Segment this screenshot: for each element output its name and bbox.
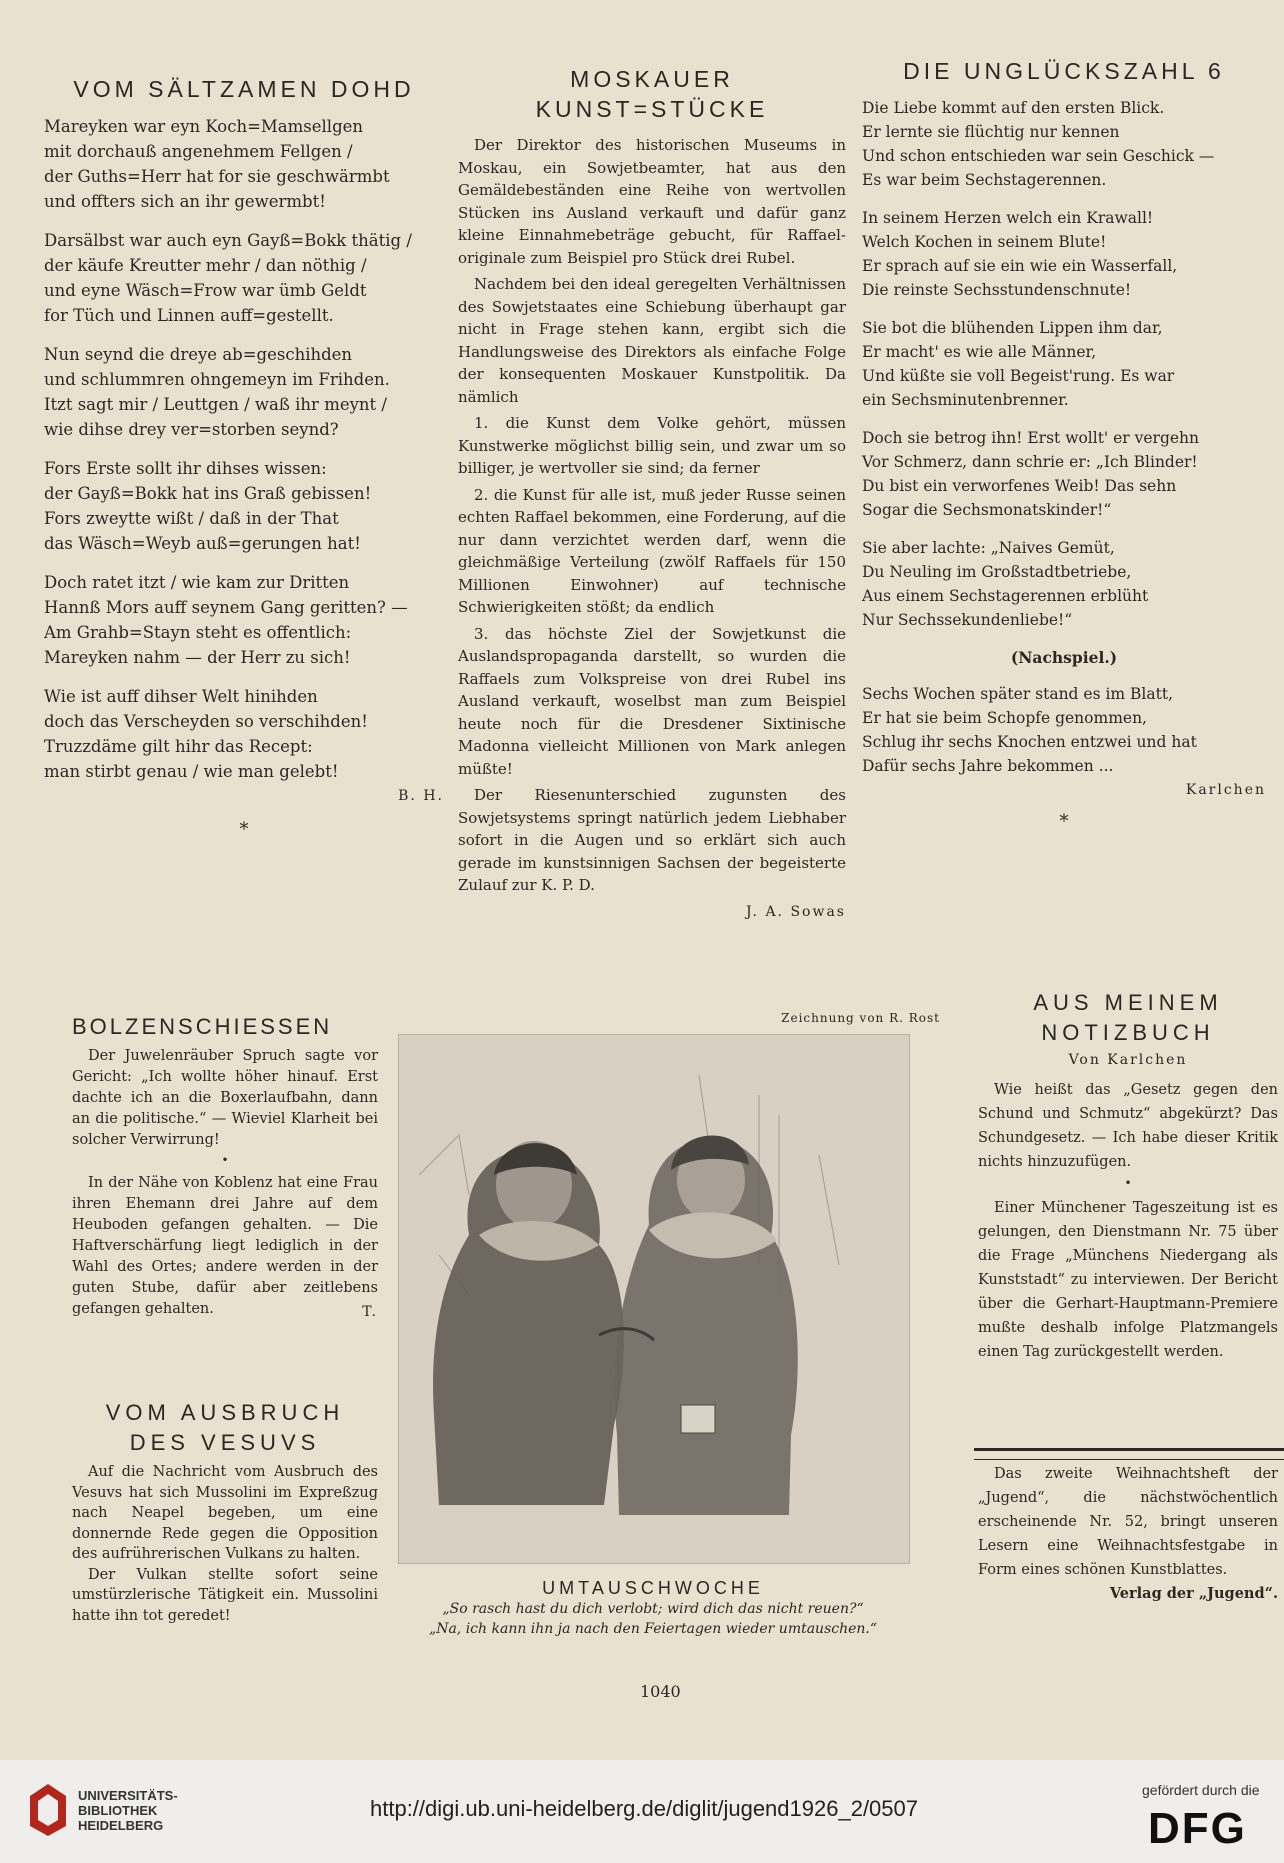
paragraph: 2. die Kunst für alle ist, muß jeder Russe seinen echten Raffael bekommen, eine Forderung, auf die nur dann verzichtet werden darf, wenn die gleichmäßige Verteilung (zwölf Raffaels für 150 Millionen Einwohner) auf technische Schwierigkeiten stößt; da endlich — [458, 485, 846, 616]
nachspiel-heading: (Nachspiel.) — [1010, 648, 1118, 667]
publisher-line: Verlag der „Jugend“. — [1109, 1585, 1278, 1602]
page-number: 1040 — [640, 1682, 681, 1701]
article-die-ungluckszahl-6 — [862, 56, 1266, 842]
caption-title: UMTAUSCHWOCHE — [542, 1578, 764, 1598]
article-title-line2: KUNST=STÜCKE — [535, 96, 769, 122]
viewer-footer — [0, 1760, 1284, 1863]
library-name-line: UNIVERSITÄTS- — [78, 1788, 178, 1803]
article-title: VOM AUSBRUCH — [105, 1400, 345, 1425]
two-women-sketch — [399, 1035, 909, 1563]
paragraph: 1. die Kunst dem Volke gehört, müssen Kunstwerke möglichst billig sein, und zwar um so billiger, je wertvoller sie sind; da ferner — [458, 414, 846, 477]
poem-stanza: Sechs Wochen später stand es im Blatt, Er hat sie beim Schopfe genommen, Schlug ihr sechs Knochen entzwei und hat Dafür sechs Jahre bekommen ... — [862, 685, 1197, 775]
paragraph: Wie heißt das „Gesetz gegen den Schund und Schmutz“ abgekürzt? Das Schundgesetz. — Ich habe dieser Kritik nichts hinzuzufügen. — [978, 1082, 1278, 1170]
article-title-line2: NOTIZBUCH — [1041, 1020, 1215, 1045]
paragraph: In der Nähe von Koblenz hat eine Frau ihren Ehemann drei Jahre auf dem Heuboden gefangen gehalten. — Die Haftverschärfung liegt lediglich in der Wahl des Ortes; andere werden in der guten Stube, dafür aber zeitlebens gefangen gehalten. — [72, 1175, 378, 1317]
poem-stanza: Darsälbst war auch eyn Gayß=Bokk thätig / der käufe Kreutter mehr / dan nöthig / und eyne Wäsch=Frow war ümb Geldt for Tüch und Linnen auff=gestellt. — [44, 231, 412, 325]
notice-rule — [974, 1448, 1284, 1460]
poem-stanza: Fors Erste sollt ihr dihses wissen: der Gayß=Bokk hat ins Graß gebissen! Fors zweytte wißt / daß in der That das Wäsch=Weyb auß=gerungen hat! — [44, 459, 372, 553]
illustration-caption — [398, 1578, 908, 1639]
library-name[interactable] — [78, 1788, 178, 1833]
paragraph: Der Direktor des historischen Museums in Moskau, ein Sowjetbeamter, hat aus den Gemäldebeständen eine Reihe von wertvollen Stücken ins Ausland verkauft und dafür ganz kleine Einnahmebeträge gebucht, für Raffael-originale zum Beispiel pro Stück drei Rubel. — [458, 136, 846, 267]
poem-stanza: Die Liebe kommt auf den ersten Blick. Er lernte sie flüchtig nur kennen Und schon entschieden war sein Geschick — Es war beim Sechstagerennen. — [862, 99, 1215, 189]
separator-dot: • — [221, 1153, 229, 1167]
caption-line: „Na, ich kann ihn ja nach den Feiertagen wieder umtauschen.“ — [428, 1621, 878, 1637]
article-aus-meinem-notizbuch — [978, 988, 1278, 1364]
separator-dot: • — [1124, 1176, 1132, 1190]
section-star: * — [1059, 811, 1069, 832]
article-title: AUS MEINEM — [1033, 990, 1223, 1015]
article-moskauer-kunststuecke — [458, 64, 846, 923]
library-name-line: BIBLIOTHEK — [78, 1803, 158, 1818]
notice-text: Das zweite Weihnachtsheft der „Jugend“, die nächstwöchentlich erscheinende Nr. 52, bringt unseren Lesern eine Weihnachtsfestgabe in Form eines schönen Kunstblattes. — [978, 1466, 1278, 1578]
article-title: DIE UNGLÜCKSZAHL 6 — [903, 58, 1225, 84]
dfg-logo[interactable]: DFG — [1148, 1804, 1247, 1853]
paragraph: Der Juwelenräuber Spruch sagte vor Gericht: „Ich wollte höher hinauf. Erst dachte ich an die Boxerlaufbahn, dann an die politische.“ — Wieviel Klarheit bei solcher Verwirrung! — [72, 1048, 378, 1148]
illustration-umtauschwoche — [398, 1034, 910, 1564]
paragraph: Der Vulkan stellte sofort seine umstürzlerische Tätigkeit ein. Mussolini hatte ihn tot geredet! — [72, 1566, 378, 1624]
university-logo-icon[interactable] — [28, 1782, 68, 1838]
author-signature: B. H. — [398, 788, 444, 804]
article-title-line2: DES VESUVS — [129, 1430, 321, 1455]
poem-stanza: Wie ist auff dihser Welt hinihden doch das Verscheyden so verschihden! Truzzdäme gilt hihr das Recept: man stirbt genau / wie man gelebt! — [44, 687, 368, 781]
author-signature: J. A. Sowas — [746, 903, 846, 920]
author-signature: T. — [362, 1304, 378, 1320]
funded-by-label: gefördert durch die — [1142, 1782, 1260, 1798]
paragraph: Nachdem bei den ideal geregelten Verhältnissen des Sowjetstaates eine Schiebung überhaupt gar nicht in Frage stehen kann, ergibt sich die Handlungsweise des Direktors als einfache Folge der konsequenten Moskauer Kunstpolitik. Da nämlich — [458, 275, 846, 406]
section-star: * — [239, 819, 249, 840]
library-name-line: HEIDELBERG — [78, 1818, 164, 1833]
article-bolzenschiessen — [72, 1012, 378, 1323]
article-title: MOSKAUER — [570, 66, 734, 92]
poem-stanza: Doch ratet itzt / wie kam zur Dritten Hannß Mors auff seynem Gang geritten? — Am Grahb=Stayn steht es offentlich: Mareyken nahm — der Herr zu sich! — [44, 573, 408, 667]
paragraph: 3. das höchste Ziel der Sowjetkunst die Auslandspropaganda darstellt, so wurden die Raffaels zum Volkspreise von drei Rubel ins Ausland verkauft, woselbst man zum Beispiel heute noch für die Dresdener Sixtinische Madonna vielleicht Millionen von Mark anlegen müßte! — [458, 624, 846, 778]
poem-stanza: Mareyken war eyn Koch=Mamsellgen mit dorchauß angenehmem Fellgen / der Guths=Herr hat for sie geschwärmbt und offters sich an ihr gewermbt! — [44, 117, 390, 211]
notice-weihnachtsheft — [978, 1462, 1278, 1606]
poem-stanza: Doch sie betrog ihn! Erst wollt' er vergehn Vor Schmerz, dann schrie er: „Ich Blinder! Du bist ein verworfenes Weib! Das sehn Sogar die Sechsmonatskinder!“ — [862, 429, 1200, 519]
poem-stanza: In seinem Herzen welch ein Krawall! Welch Kochen in seinem Blute! Er sprach auf sie ein wie ein Wasserfall, Die reinste Sechsstundenschnute! — [862, 209, 1178, 299]
poem-stanza: Sie bot die blühenden Lippen ihm dar, Er macht' es wie alle Männer, Und küßte sie voll Begeist'rung. Es war ein Sechsminutenbrenner. — [862, 319, 1175, 409]
permalink-url[interactable]: http://digi.ub.uni-heidelberg.de/diglit/jugend1926_2/0507 — [370, 1796, 918, 1821]
caption-line: „So rasch hast du dich verlobt; wird dich das nicht reuen?“ — [442, 1601, 864, 1617]
paragraph: Der Riesenunterschied zugunsten des Sowjetsystems springt natürlich jedem Liebhaber sofort in die Augen und so erklärt sich auch gerade im kunstsinnigen Sachsen der begeisterte Zulauf zur K. P. D. — [458, 786, 846, 894]
article-vom-saeltzamen-dohd — [44, 74, 444, 850]
poem-stanza: Nun seynd die dreye ab=geschihden und schlummren ohngemeyn im Frihden. Itzt sagt mir / Leuttgen / waß ihr meynt / wie dihse drey ver=storben seynd? — [44, 345, 390, 439]
poem-stanza: Sie aber lachte: „Naives Gemüt, Du Neuling im Großstadtbetriebe, Aus einem Sechstagerennen erblüht Nur Sechssekundenliebe!“ — [862, 539, 1149, 629]
article-vom-ausbruch-des-vesuvs — [72, 1398, 378, 1626]
article-title: VOM SÄLTZAMEN DOHD — [73, 76, 415, 102]
paragraph: Auf die Nachricht vom Ausbruch des Vesuvs hat sich Mussolini im Expreßzug nach Neapel begeben, um eine donnernde Rede gegen die Opposition des aufrührerischen Vulkans zu halten. — [72, 1464, 378, 1562]
author-signature: Karlchen — [1185, 782, 1266, 798]
illustration-credit: Zeichnung von R. Rost — [781, 1011, 940, 1025]
byline: Von Karlchen — [1068, 1052, 1188, 1068]
paragraph: Einer Münchener Tageszeitung ist es gelungen, den Dienstmann Nr. 75 über die Frage „Münchens Niedergang als Kunststadt“ zu interviewen. Der Bericht über die Gerhart-Hauptmann-Premiere mußte deshalb infolge Platzmangels einen Tag zurückgestellt werden. — [978, 1200, 1278, 1360]
article-title: BOLZENSCHIESSEN — [72, 1014, 333, 1039]
